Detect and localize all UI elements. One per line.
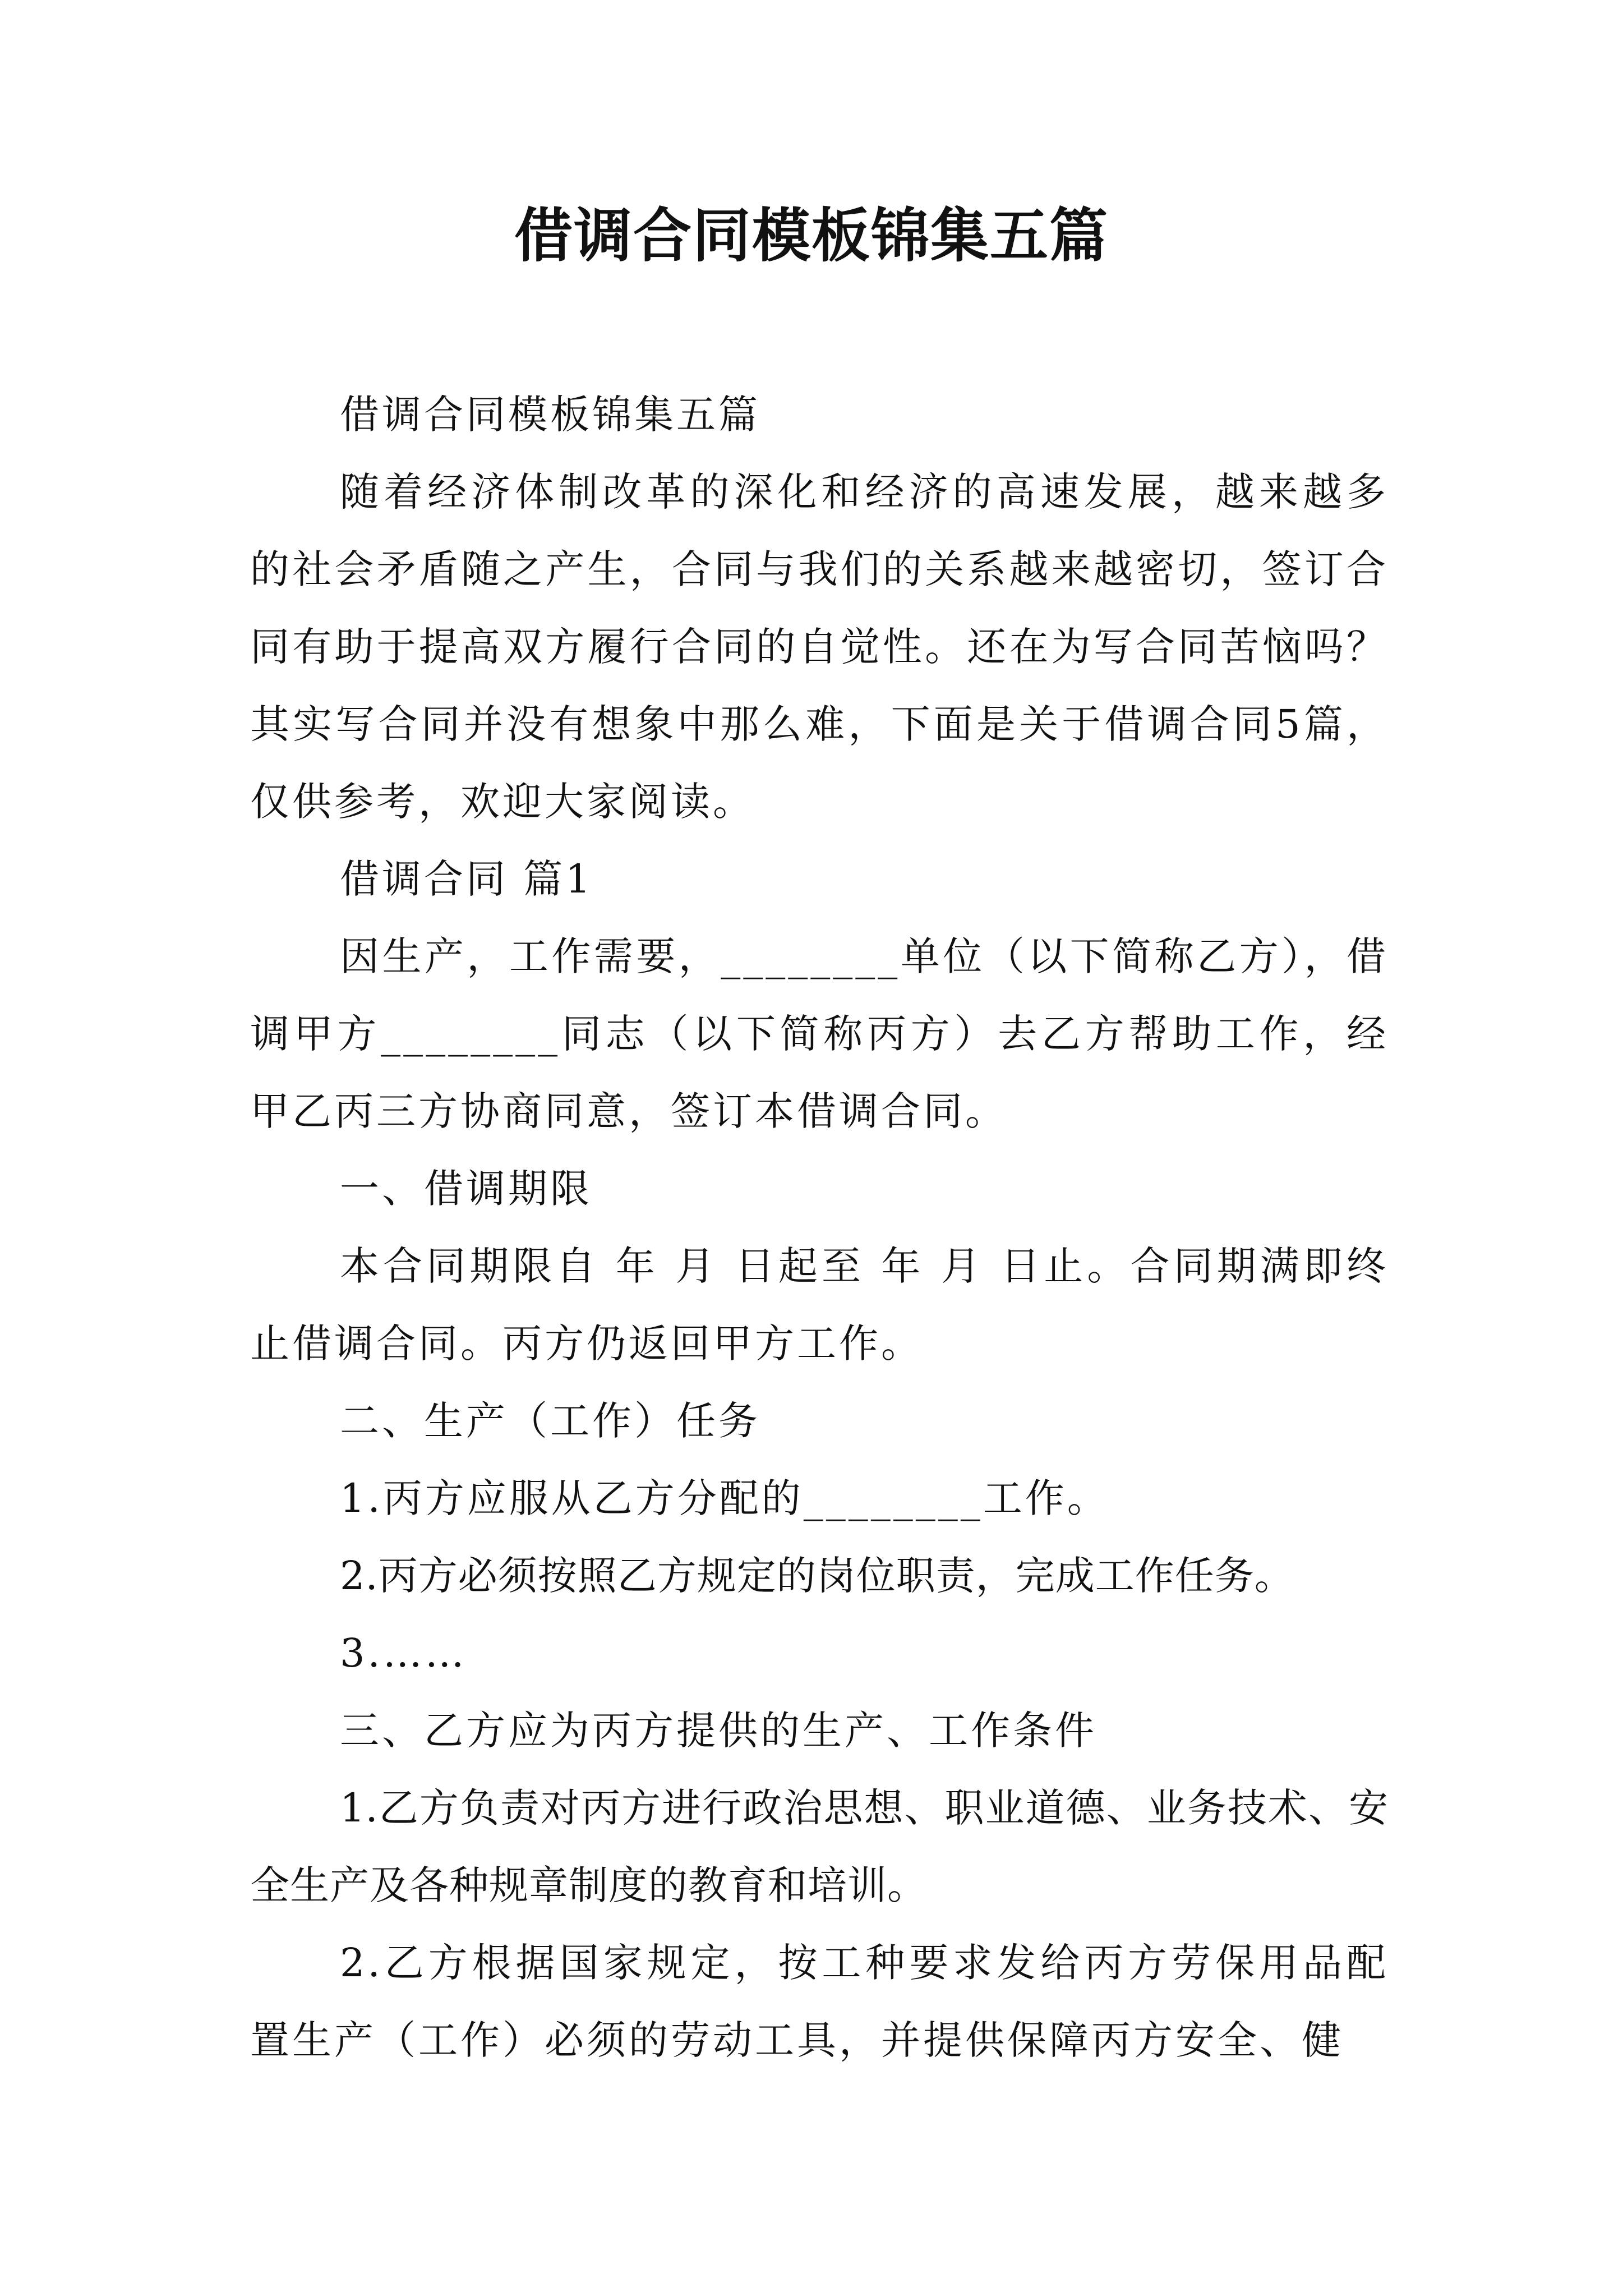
section-heading-part1: 借调合同 篇1 xyxy=(340,856,593,902)
task-item-3: 3.…… xyxy=(340,1630,467,1676)
task-item-1: 1.丙方应服从乙方分配的________工作。 xyxy=(340,1475,1109,1521)
task-item-2: 2.丙方必须按照乙方规定的岗位职责，完成工作任务。 xyxy=(340,1553,1294,1599)
document-body xyxy=(250,376,1389,2079)
document-title: 借调合同模板锦集五篇 xyxy=(514,201,1109,270)
intro-paragraph: 随着经济体制改革的深化和经济的高速发展，越来越多的社会矛盾随之产生，合同与我们的关系越来越密切，签订合同有助于提高双方履行合同的自觉性。还在为写合同苦恼吗？其实写合同并没有想象中那么难，下面是关于借调合同5篇，仅供参考，欢迎大家阅读。 xyxy=(250,469,1389,825)
clause-heading-term: 一、借调期限 xyxy=(340,1166,592,1212)
clause-heading-conditions: 三、乙方应为丙方提供的生产、工作条件 xyxy=(340,1708,1097,1754)
condition-item-1: 1.乙方负责对丙方进行政治思想、职业道德、业务技术、安全生产及各种规章制度的教育和培训。 xyxy=(250,1785,1389,1908)
intro-heading: 借调合同模板锦集五篇 xyxy=(340,392,760,438)
condition-item-2: 2.乙方根据国家规定，按工种要求发给丙方劳保用品配置生产（工作）必须的劳动工具，并提供保障丙方安全、健 xyxy=(250,1940,1389,2063)
clause-heading-tasks: 二、生产（工作）任务 xyxy=(340,1398,760,1444)
contract-preamble: 因生产，工作需要，________单位（以下简称乙方），借调甲方________同志（以下简称丙方）去乙方帮助工作，经甲乙丙三方协商同意，签订本借调合同。 xyxy=(250,933,1389,1134)
clause-term-text: 本合同期限自 年 月 日起至 年 月 日止。合同期满即终止借调合同。丙方仍返回甲方工作。 xyxy=(250,1243,1389,1366)
